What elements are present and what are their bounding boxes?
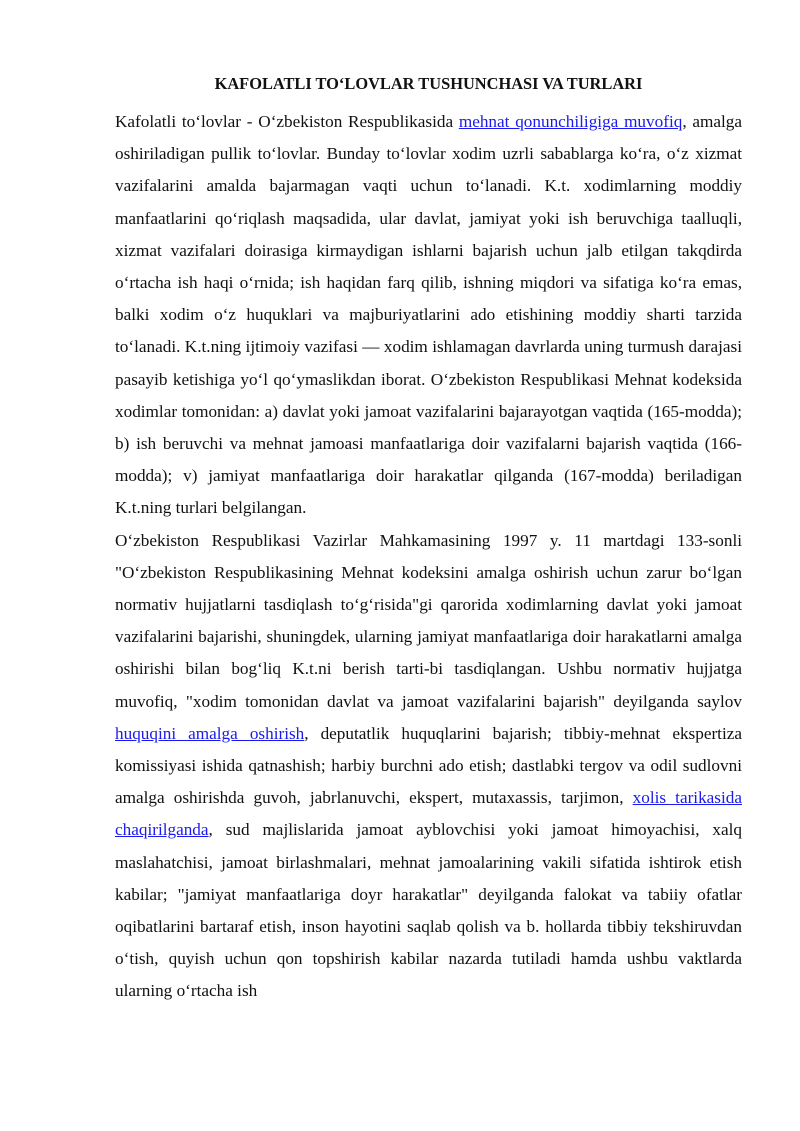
document-body [115, 72, 742, 1008]
link-witness-summons[interactable]: xolis tarikasida chaqirilganda [115, 788, 742, 840]
link-labor-legislation[interactable]: mehnat qonunchiligiga muvofiq [458, 112, 683, 131]
paragraph-text: , sud majlislarida jamoat ayblovchisi yoki jamoat himoyachisi, xalq maslahatchisi, jamoat birlashmalari, mehnat jamoalarining vakili sifatida ishtirok etish kabilar; "jamiyat manfaatlariga doyr harakatlar" deyilganda falokat va tabiiy ofatlar oqibatlarini bartaraf etish, inson hayotini saqlab qolish va b. hollarda tibbiy tekshiruvdan o‘tish, quyish uchun qon topshirish kabilar nazarda tutiladi hamda ushbu vaktlarda ularning o‘rtacha ish [115, 820, 742, 1001]
paragraph-text: Kafolatli to‘lovlar - O‘zbekiston Respublikasida [115, 112, 459, 131]
paragraph-text: , amalga oshiriladigan pullik to‘lovlar. Bunday to‘lovlar xodim uzrli sabablarga ko‘ra, o‘z xizmat vazifalarini amalda bajarmagan vaqti uchun to‘lanadi. K.t. xodimlarning moddiy manfaatlarini qo‘riqlash maqsadida, ular davlat, jamiyat yoki ish beruvchiga taalluqli, xizmat vazifalari doirasiga kirmaydigan ishlarni bajarish uchun jalb etilgan takqdirda o‘rtacha ish haqi o‘rnida; ish haqidan farq qilib, ishning miqdori va sifatiga ko‘ra emas, balki xodim o‘z huquklari va majburiyatlarini ado etishining moddiy sharti tarzida to‘lanadi. K.t.ning ijtimoiy vazifasi — xodim ishlamagan davrlarda uning turmush darajasi pasayib ketishiga yo‘l qo‘ymaslikdan iborat. O‘zbekiston Respublikasi Mehnat kodeksida xodimlar tomonidan: a) davlat yoki jamoat vazifalarini bajarayotgan vaqtida (165-modda); b) ish beruvchi va mehnat jamoasi manfaatlariga doir vazifalarni bajarish vaqtida (166-modda); v) jamiyat manfaatlariga doir harakatlar qilganda (167-modda) beriladigan K.t.ning turlari belgilangan. [115, 112, 742, 518]
paragraph-resolution [115, 525, 742, 1008]
document-title: KAFOLATLI TO‘LOVLAR TUSHUNCHASI VA TURLARI [214, 74, 643, 93]
link-electoral-right[interactable]: huquqini amalga oshirish [115, 723, 305, 743]
paragraph-definition [115, 106, 742, 525]
paragraph-text: , deputatlik huquqlarini bajarish; tibbiy-mehnat ekspertiza komissiyasi ishida qatnashish; harbiy burchni ado etish; dastlabki tergov va odil sudlovni amalga oshirishda guvoh, jabrlanuvchi, ekspert, mutaxassis, tarjimon, [115, 723, 742, 808]
paragraph-text: O‘zbekiston Respublikasi Vazirlar Mahkamasining 1997 y. 11 martdagi 133-sonli "O‘zbekiston Respublikasining Mehnat kodeksini amalga oshirish uchun zarur bo‘lgan normativ hujjatlarni tasdiqlash to‘g‘risida"gi qarorida xodimlarning davlat yoki jamoat vazifalarini bajarishi, shuningdek, ularning jamiyat manfaatlariga doir harakatlarni amalga oshirishi bilan bog‘liq K.t.ni berish tarti-bi tasdiqlangan. Ushbu normativ hujjatga muvofiq, "xodim tomonidan davlat va jamoat vazifalarini bajarish" deyilganda saylov [115, 530, 742, 711]
